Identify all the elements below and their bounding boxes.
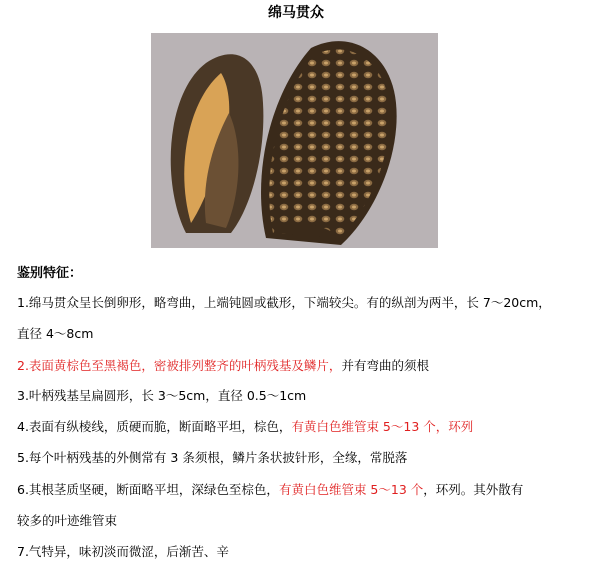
feature-text: 3.叶柄残基呈扁圆形，长 3～5cm，直径 0.5～1cm [17,388,307,403]
feature-line [17,480,523,498]
feature-line [17,511,117,529]
highlighted-text: 有黄白色维管束 5～13 个，环列 [291,419,474,434]
feature-line [17,386,306,404]
feature-text: 较多的叶迹维管束 [17,513,118,528]
feature-text: 4.表面有纵棱线，质硬而脆，断面略平坦，棕色， [17,419,292,434]
feature-text: 1.绵马贯众呈长倒卵形，略弯曲，上端钝圆或截形，下端较尖。有的纵剖为两半，长 7～20cm， [17,295,551,310]
feature-line [17,324,93,342]
feature-text: 并有弯曲的须根 [341,358,429,373]
feature-line [17,356,429,374]
section-heading: 鉴别特征： [17,266,83,281]
feature-text: 7.气特异，味初淡而微涩，后渐苦、辛 [17,544,229,559]
feature-line [17,293,551,311]
feature-line [17,417,473,435]
feature-line [17,542,229,560]
feature-text: 直径 4～8cm [17,326,94,341]
feature-line [17,448,407,466]
herb-photo [151,33,438,248]
feature-text: 6.其根茎质坚硬，断面略平坦，深绿色至棕色， [17,482,279,497]
feature-text: 5.每个叶柄残基的外侧常有 3 条须根，鳞片条状披针形，全缘，常脱落 [17,450,408,465]
highlighted-text: 2.表面黄棕色至黑褐色，密被排列整齐的叶柄残基及鳞片， [17,358,342,373]
highlighted-text: 有黄白色维管束 5～13 个 [278,482,424,497]
page-title: 绵马贯众 [268,5,324,21]
feature-text: ，环列。其外散有 [423,482,524,497]
